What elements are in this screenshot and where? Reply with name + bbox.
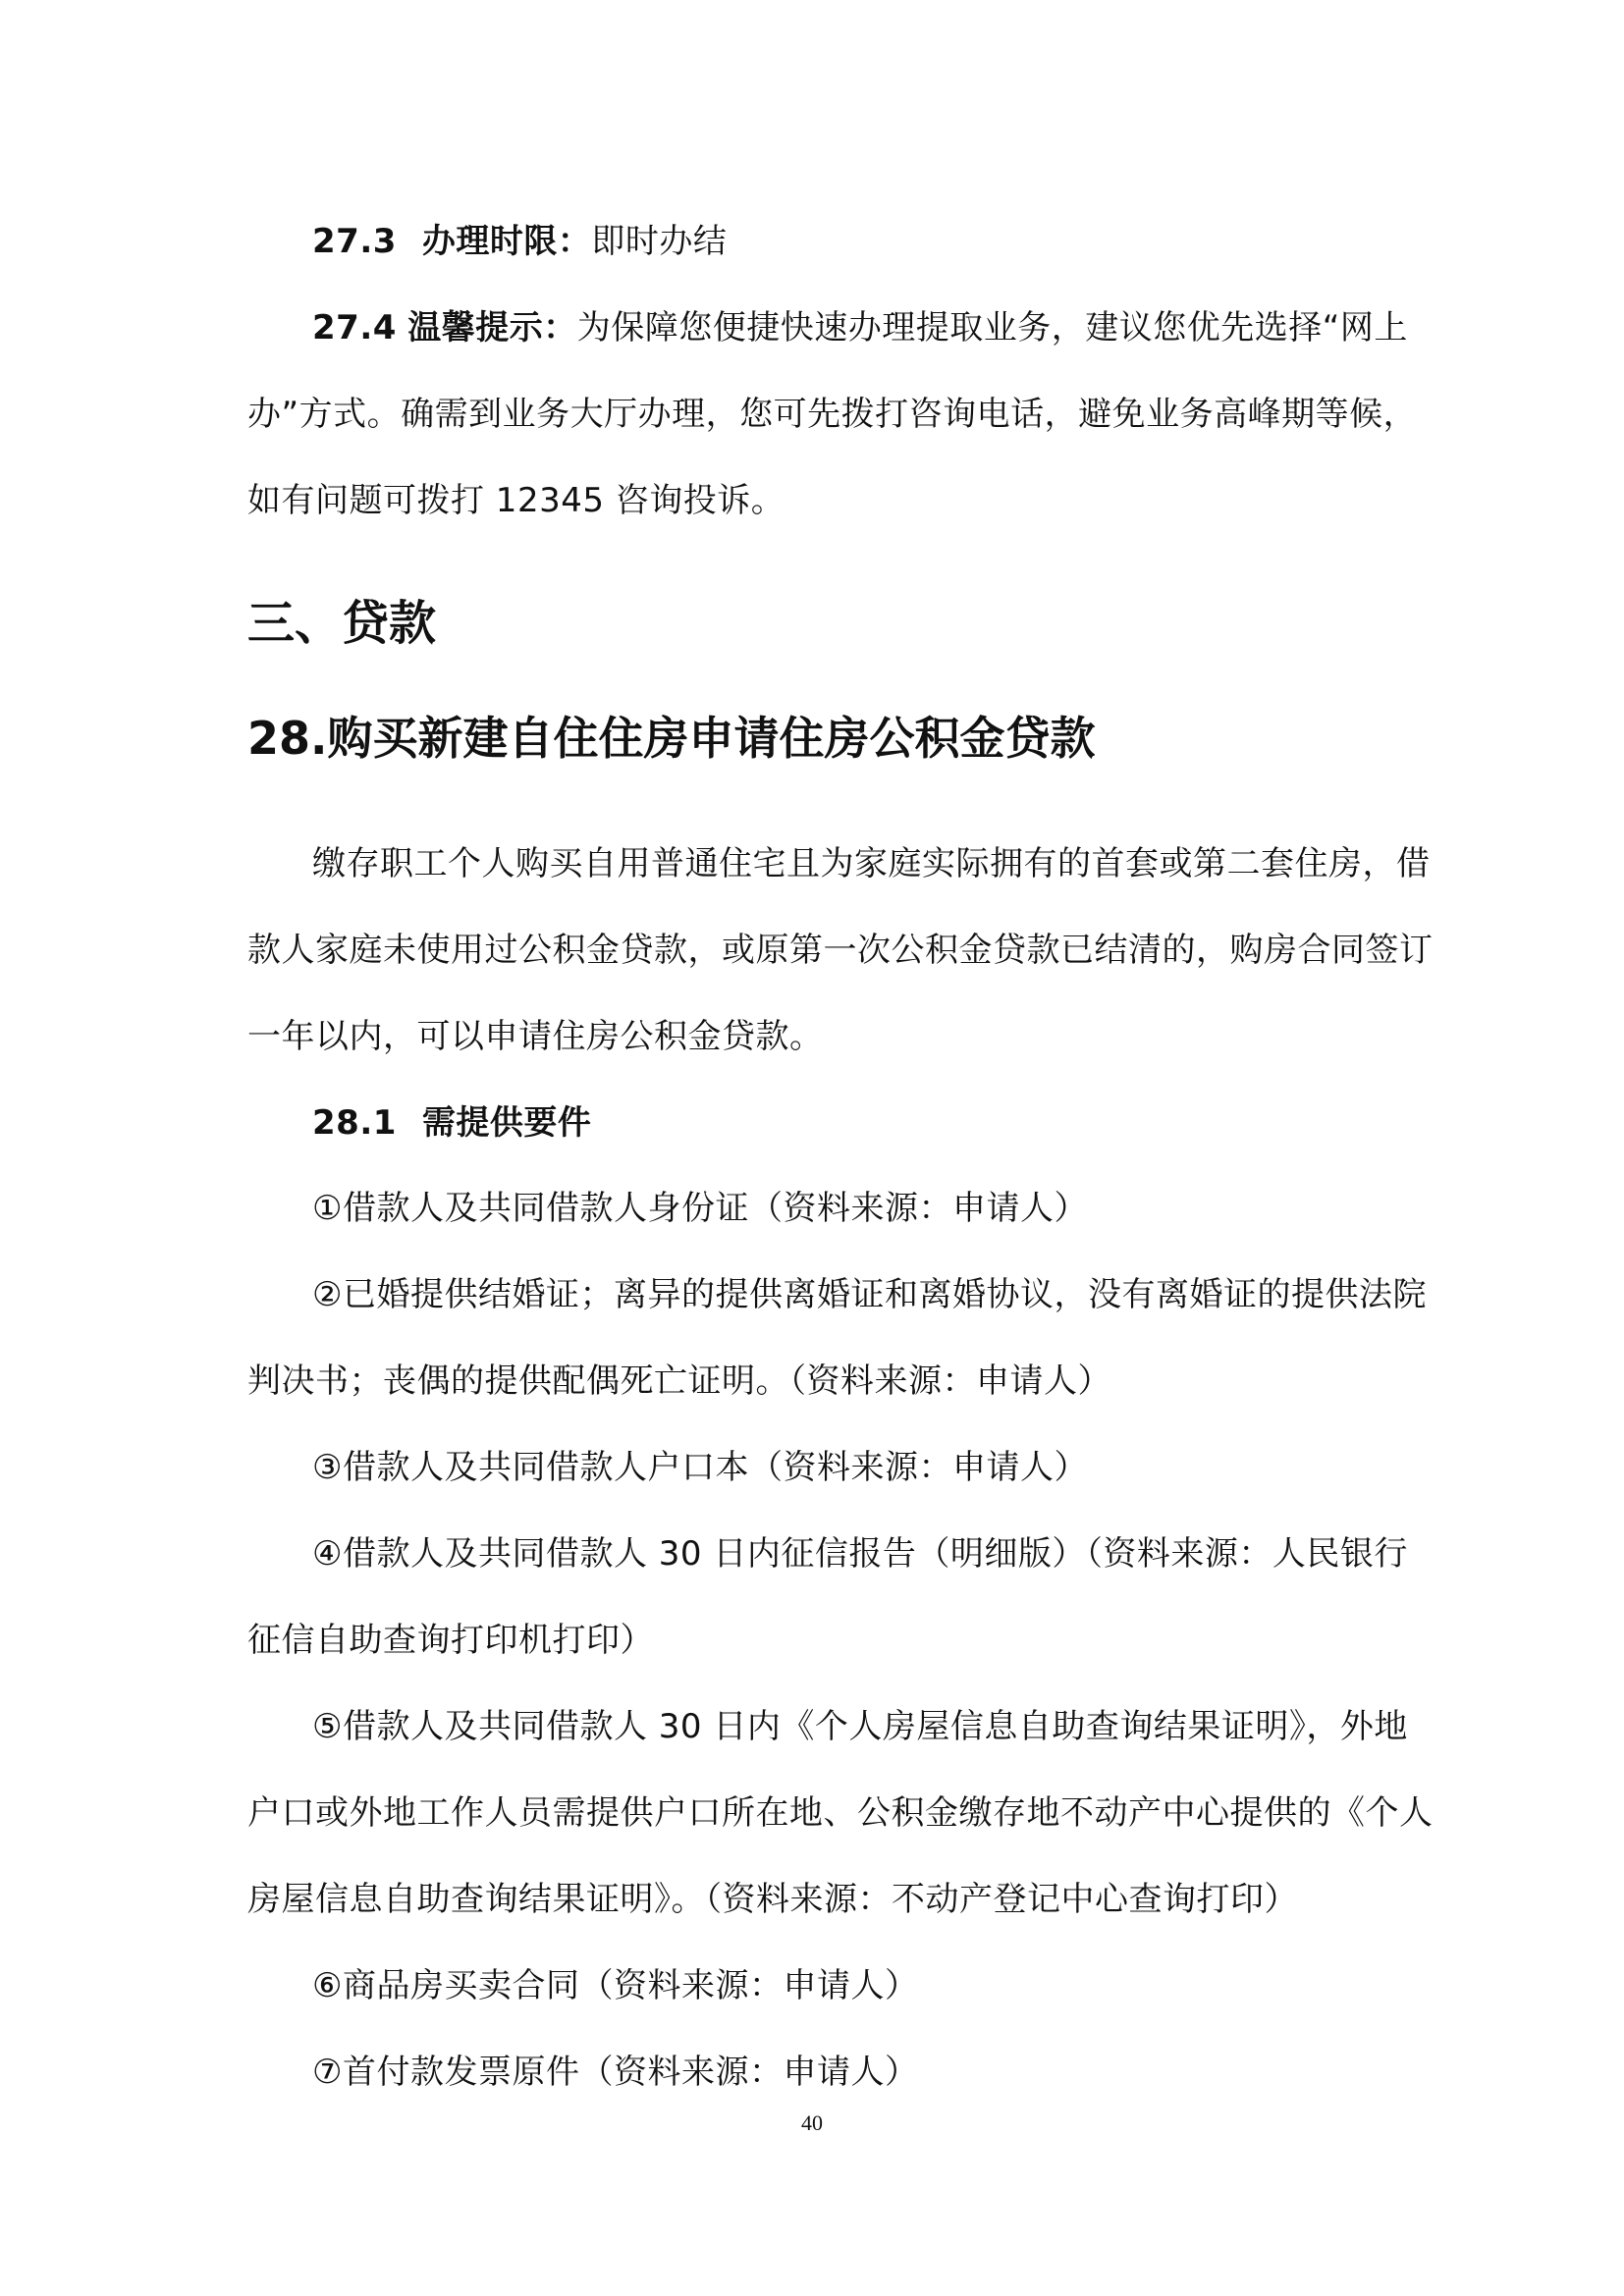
requirement-5-line2: 户口或外地工作人员需提供户口所在地、公积金缴存地不动产中心提供的《个人 [247, 1793, 1434, 1833]
section-27-3-text: 即时办结 [591, 222, 728, 261]
section-28-1-label: 需提供要件 [421, 1103, 592, 1143]
requirement-4-line1: ④借款人及共同借款人 30 日内征信报告（明细版）（资料来源：人民银行 [312, 1534, 1408, 1574]
section-27-4-line1: 为保障您便捷快速办理提取业务，建议您优先选择“网上 [576, 308, 1408, 347]
section-27-4-colon: ： [543, 308, 577, 347]
requirement-1: ①借款人及共同借款人身份证（资料来源：申请人） [312, 1189, 1088, 1228]
page-number: 40 [801, 2110, 823, 2135]
section-27-3-colon: ： [557, 222, 592, 261]
requirement-5-line1: ⑤借款人及共同借款人 30 日内《个人房屋信息自助查询结果证明》，外地 [312, 1707, 1408, 1746]
section-28-1-number: 28.1 [312, 1103, 397, 1143]
requirement-5-line3: 房屋信息自助查询结果证明》。（资料来源：不动产登记中心查询打印） [247, 1880, 1298, 1919]
requirement-3: ③借款人及共同借款人户口本（资料来源：申请人） [312, 1448, 1088, 1487]
item-title: 28.购买新建自住住房申请住房公积金贷款 [247, 712, 1096, 765]
intro-line3: 一年以内，可以申请住房公积金贷款。 [247, 1017, 824, 1056]
section-27-4-line3: 如有问题可拨打 12345 咨询投诉。 [247, 481, 785, 520]
section-28-1 [312, 1099, 591, 1147]
section-27-3 [312, 218, 727, 265]
requirement-2-line1: ②已婚提供结婚证；离异的提供离婚证和离婚协议，没有离婚证的提供法院 [312, 1275, 1427, 1314]
section-27-3-label: 办理时限 [421, 222, 558, 261]
section-27-4-number: 27.4 [312, 308, 397, 347]
requirement-2-line2: 判决书；丧偶的提供配偶死亡证明。（资料来源：申请人） [247, 1362, 1111, 1401]
intro-line2: 款人家庭未使用过公积金贷款，或原第一次公积金贷款已结清的，购房合同签订 [247, 931, 1434, 970]
requirement-7: ⑦首付款发票原件（资料来源：申请人） [312, 2053, 919, 2092]
section-title: 三、贷款 [247, 596, 437, 651]
section-27-4-label: 温馨提示 [407, 308, 544, 347]
intro-line1: 缴存职工个人购买自用普通住宅且为家庭实际拥有的首套或第二套住房，借 [312, 844, 1431, 883]
requirement-6: ⑥商品房买卖合同（资料来源：申请人） [312, 1966, 919, 2005]
section-27-3-number: 27.3 [312, 222, 397, 261]
section-27-4 [312, 304, 1408, 351]
section-27-4-line2: 办”方式。确需到业务大厅办理，您可先拨打咨询电话，避免业务高峰期等候， [247, 395, 1418, 434]
requirement-4-line2: 征信自助查询打印机打印） [247, 1621, 654, 1660]
